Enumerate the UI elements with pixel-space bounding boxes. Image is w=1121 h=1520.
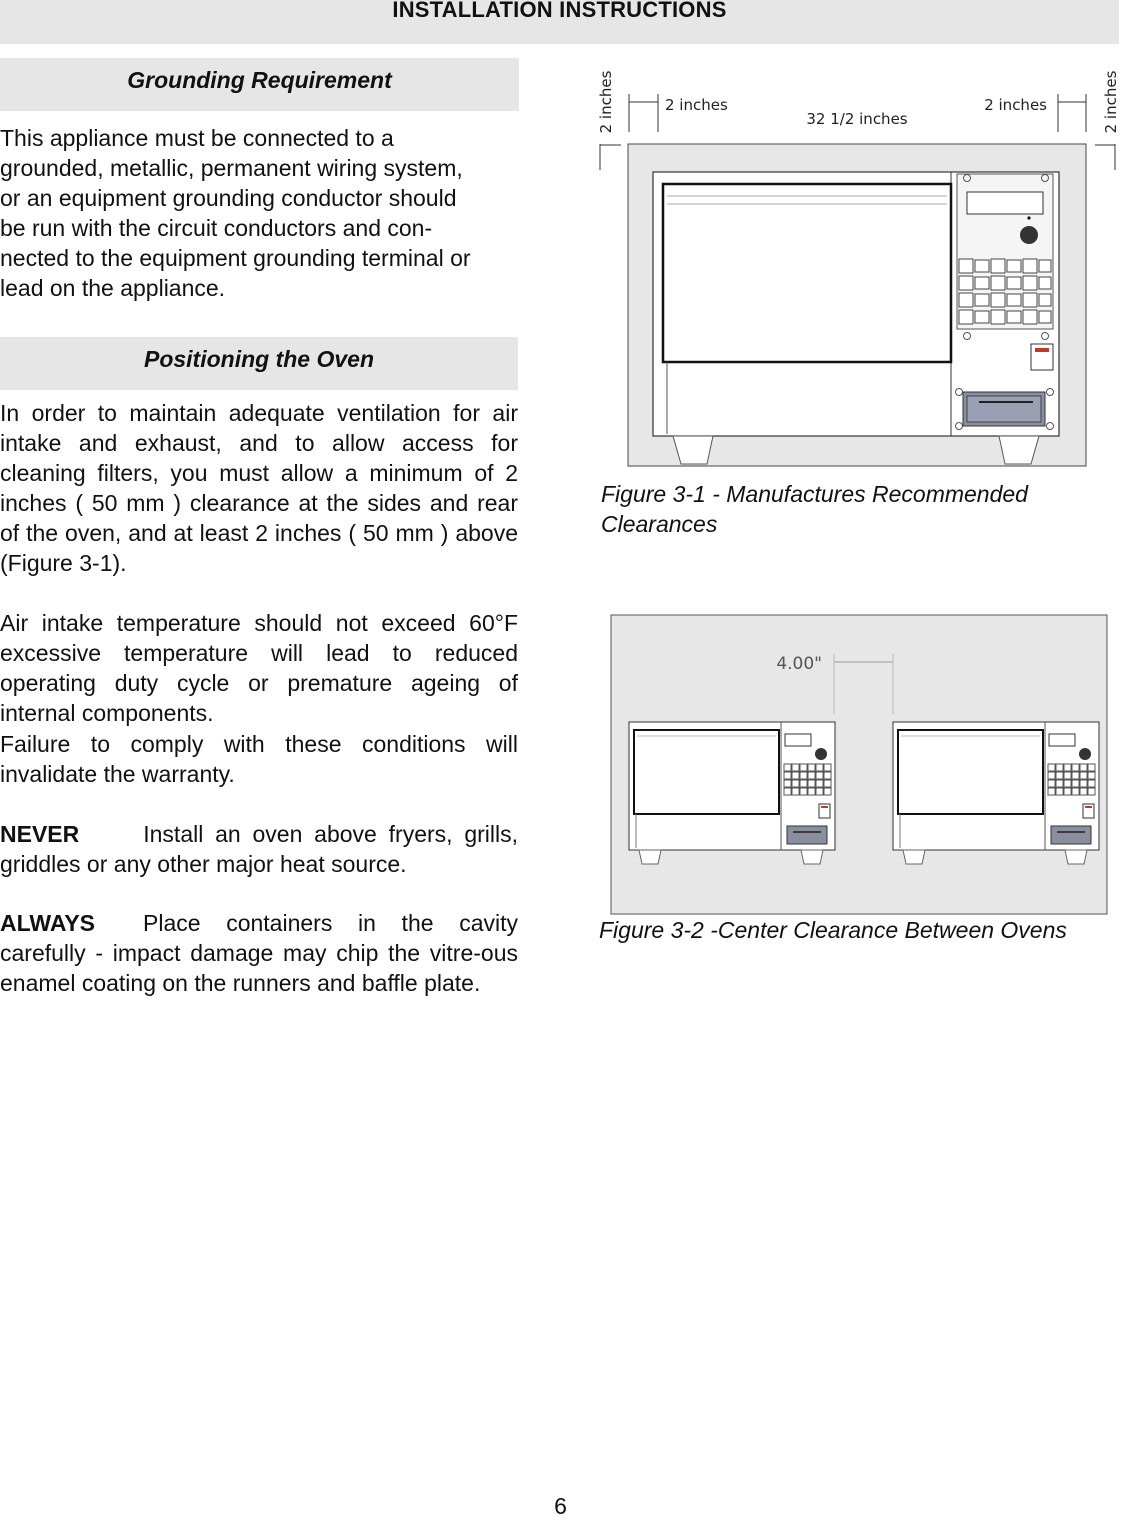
always-paragraph — [0, 908, 518, 998]
grounding-line: lead on the appliance. — [0, 275, 226, 301]
grounding-text — [0, 123, 530, 303]
left-side-clearance-label: 2 inches — [597, 70, 615, 134]
page-header — [0, 0, 1119, 44]
grounding-heading-bar — [0, 58, 519, 111]
grounding-line: grounded, metallic, permanent wiring system, — [0, 155, 463, 181]
warranty-paragraph: Failure to comply with these conditions will invalidate the warranty. — [0, 731, 518, 787]
oven-width-label: 32 1/2 inches — [806, 110, 908, 128]
grounding-line: nected to the equipment grounding terminal or — [0, 245, 471, 271]
page-title: INSTALLATION INSTRUCTIONS — [392, 0, 727, 22]
power-switch — [1031, 344, 1053, 370]
never-paragraph — [0, 819, 518, 879]
oven-door-window — [663, 184, 951, 362]
never-text: Install an oven above fryers, grills, griddles or any other major heat source. — [0, 821, 518, 877]
oven-front-view — [653, 172, 1059, 464]
figure-3-2-diagram — [610, 614, 1110, 916]
grounding-line: or an equipment grounding conductor should — [0, 185, 457, 211]
ventilation-paragraph: In order to maintain adequate ventilation for air intake and exhaust, and to allow access for cleaning filters, you must allow a minimum of 2 inches ( 50 mm ) clearance at the sides and rear of the oven, and at least 2 inches ( 50 mm ) above (Figure 3-1). — [0, 400, 518, 576]
control-knob-icon — [1020, 226, 1038, 244]
never-label: NEVER — [0, 821, 80, 847]
always-label: ALWAYS — [0, 910, 96, 936]
figure-3-1-diagram — [595, 62, 1121, 474]
figure-3-2-caption: Figure 3-2 -Center Clearance Between Ovens — [599, 917, 1067, 943]
page-number: 6 — [554, 1493, 567, 1519]
always-text: Place containers in the cavity carefully - impact damage may chip the vitre-ous enamel coating on the runners and baffle plate. — [0, 910, 518, 996]
center-gap-label: 4.00" — [776, 654, 822, 674]
figure-3-1-caption-line: Clearances — [601, 511, 718, 537]
figure-3-1-caption-line: Figure 3-1 - Manufactures Recommended — [601, 481, 1028, 507]
figure-3-1-caption — [601, 479, 1028, 539]
grounding-heading: Grounding Requirement — [127, 67, 392, 93]
positioning-heading: Positioning the Oven — [143, 346, 374, 372]
top-left-clearance-label: 2 inches — [665, 96, 728, 114]
right-oven — [893, 722, 1099, 864]
left-oven — [629, 722, 835, 864]
grounding-line: be run with the circuit conductors and con- — [0, 215, 433, 241]
top-right-clearance-label: 2 inches — [984, 96, 1047, 114]
temperature-paragraph: Air intake temperature should not exceed 60°F excessive temperature will lead to reduced operating duty cycle or premature ageing of internal components. — [0, 610, 518, 726]
grounding-line: This appliance must be connected to a — [0, 125, 394, 151]
positioning-heading-bar — [0, 337, 518, 390]
right-side-clearance-label: 2 inches — [1102, 70, 1120, 134]
display-window — [967, 192, 1043, 214]
